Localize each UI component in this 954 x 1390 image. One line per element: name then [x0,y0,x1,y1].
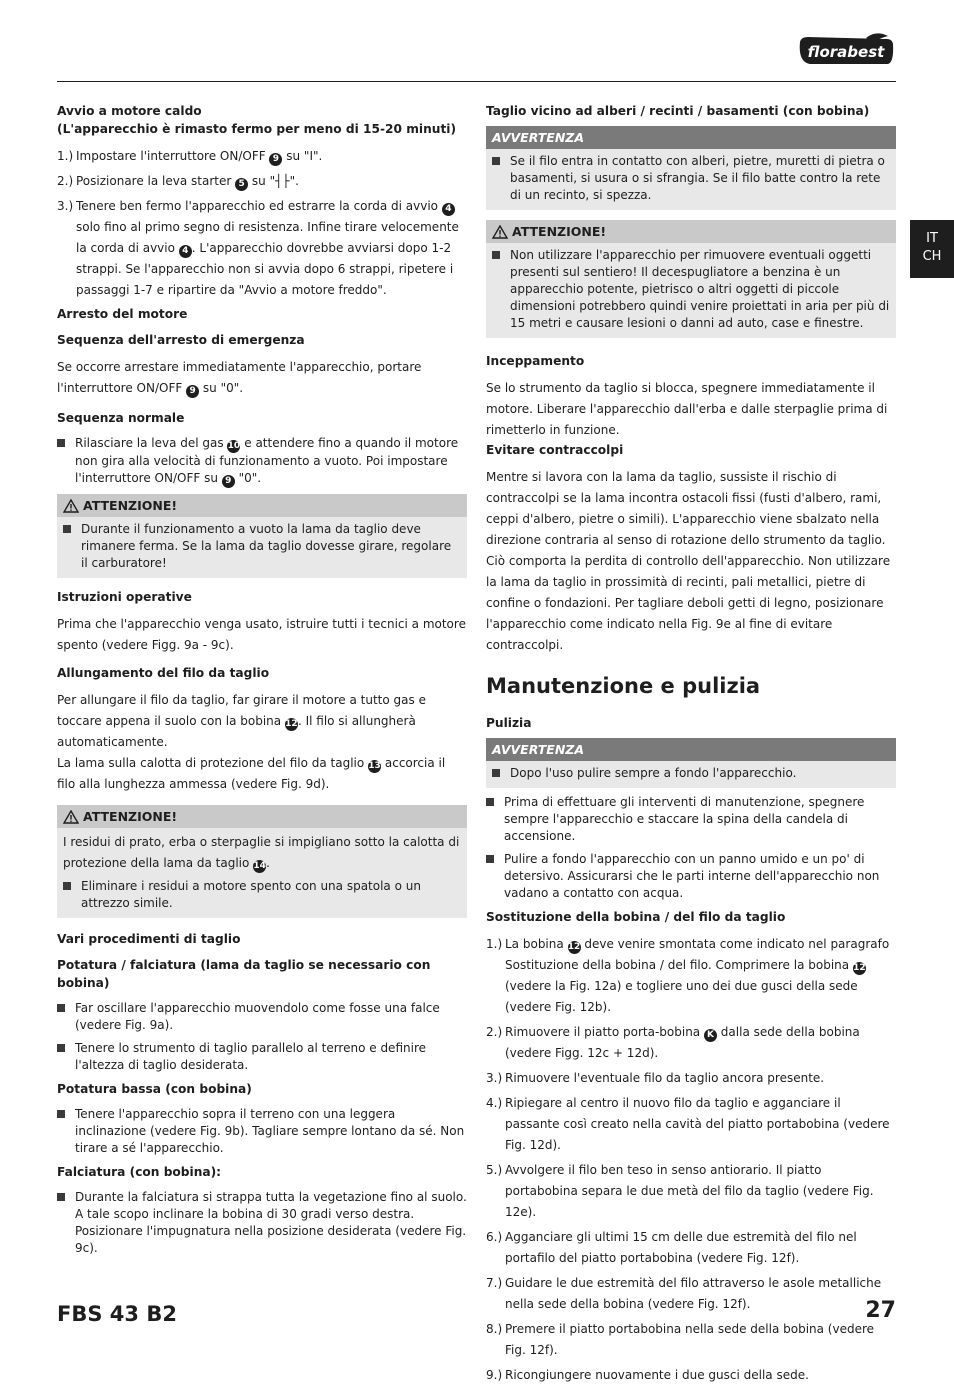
spool-replacement-steps [486,934,896,1386]
list-item: Durante la falciatura si strappa tutta la vegetazione fino al suolo. A tale scopo inclinare la bobina di 30 gradi verso destra. Posizionare l'impugnatura nella posizione desiderata (vedere Fig. 9c). [57,1189,467,1257]
attention-text: I residui di prato, erba o sterpaglie si impigliano sotto la calotta di protezione della lama da taglio 14. [63,835,460,871]
ref-circle: 5 [235,178,248,191]
list-item: 7.) Guidare le due estremità del filo attraverso le asole metalliche nella sede della bobina (vedere Fig. 12f). [486,1276,882,1311]
list-item: Pulire a fondo l'apparecchio con un panno umido e un po' di detersivo. Assicurarsi che le parti interne dell'apparecchio non vadano a contatto con acqua. [486,851,896,902]
list-item: Far oscillare l'apparecchio muovendolo come fosse una falce (vedere Fig. 9a). [57,1000,467,1034]
instructions-paragraph: Prima che l'apparecchio venga usato, istruire tutti i tecnici a motore spento (vedere Figg. 9a - 9c). [57,617,466,652]
list-item: 2.) Posizionare la leva starter 5 su "┤├". [57,174,299,189]
warning-box [486,738,896,788]
line-extension-heading: Allungamento del filo da taglio [57,666,270,680]
list-item: 1.) Impostare l'interruttore ON/OFF 9 su "I". [57,149,323,164]
lang-ch: CH [922,249,942,264]
page-number: 27 [865,1298,896,1323]
normal-heading: Sequenza normale [57,411,185,425]
attention-box [486,220,896,338]
kickback-heading: Evitare contraccolpi [486,443,624,457]
low-trimming-heading: Potatura bassa (con bobina) [57,1082,252,1096]
ref-circle: 12 [853,963,866,973]
list-item: 6.) Agganciare gli ultimi 15 cm delle due estremità del filo nel portafilo del piatto portabobina (vedere Fig. 12f). [486,1230,857,1265]
attention-box [57,805,467,918]
warning-icon [63,499,79,513]
warm-start-subheading: (L'apparecchio è rimasto fermo per meno di 15-20 minuti) [57,122,457,136]
maintenance-title: Manutenzione e pulizia [486,674,761,698]
warning-box [486,126,896,210]
list-item: 5.) Avvolgere il filo ben teso in senso antiorario. Il piatto portabobina separa le due metà del filo da taglio (vedere Fig. 12e). [486,1163,874,1219]
warning-header: AVVERTENZA [486,126,896,149]
footer-model: FBS 43 B2 [57,1302,177,1326]
list-item: 3.) Tenere ben fermo l'apparecchio ed estrarre la corda di avvio 4 solo fino al primo segno di resistenza. Infine tirare velocemente la corda di avvio 4 . L'apparecchio dovrebbe avviarsi dopo 1-2 strappi. Se l'apparecchio non si avvia dopo 6 strappi, ripetere i passaggi 1-7 e ripartire da "Avvio a motore freddo". [57,199,459,297]
left-column [57,102,467,1263]
line-extension-paragraph-2: La lama sulla calotta di protezione del filo da taglio 13 accorcia il filo alla lunghezza ammessa (vedere Fig. 9d). [57,756,446,791]
list-item: Durante il funzionamento a vuoto la lama da taglio deve rimanere ferma. Se la lama da taglio dovesse girare, regolare il carburatore! [63,521,461,572]
attention-header: ATTENZIONE! [57,805,467,828]
spool-replacement-heading: Sostituzione della bobina / del filo da taglio [486,910,786,924]
list-item: 2.) Rimuovere il piatto porta-bobina K dalla sede della bobina (vedere Figg. 12c + 12d). [486,1025,860,1060]
list-item: 9.) Ricongiungere nuovamente i due gusci della sede. [486,1368,809,1382]
list-item: 1.) La bobina 12 deve venire smontata come indicato nel paragrafo Sostituzione della bobina / del filo. Comprimere la bobina 12 (vedere la Fig. 12a) e togliere uno dei due gusci della sede (vedere Fig. 12b). [486,937,890,1014]
language-tab [910,220,954,278]
attention-header: ATTENZIONE! [57,494,467,517]
low-trimming-list [57,1106,467,1157]
stop-heading: Arresto del motore [57,307,188,321]
ref-circle: K [704,1029,717,1042]
list-item: Rilasciare la leva del gas 10 e attendere fino a quando il motore non gira alla velocità di funzionamento a vuoto. Poi impostare l'interruttore ON/OFF su 9 "0". [57,435,467,488]
brand-text: florabest [807,43,885,61]
emergency-heading: Sequenza dell'arresto di emergenza [57,333,305,347]
warning-icon [492,225,508,239]
mowing-heading: Falciatura (con bobina): [57,1165,222,1179]
florabest-logo [796,32,896,68]
warm-start-heading: Avvio a motore caldo [57,104,202,118]
ref-circle: 9 [186,385,199,398]
emergency-paragraph: Se occorre arrestare immediatamente l'apparecchio, portare l'interruttore ON/OFF 9 su "0". [57,360,422,396]
warning-icon [63,810,79,824]
cleaning-list [486,794,896,902]
list-item: Tenere l'apparecchio sopra il terreno con una leggera inclinazione (vedere Fig. 9b). Tagliare sempre lontano da sé. Non tirare a sé l'apparecchio. [57,1106,467,1157]
mowing-list [57,1189,467,1257]
list-item: Eliminare i residui a motore spento con una spatola o un attrezzo simile. [63,878,461,912]
kickback-paragraph: Mentre si lavora con la lama da taglio, sussiste il rischio di contraccolpi se la lama incontra ostacoli fissi (fusti d'albero, rami, ceppi d'albero, pietre o simili). L'apparecchio viene sbalzato nella direzione contraria al senso di rotazione dello strumento da taglio. Ciò comporta la perdita di controllo dell'apparecchio. Non utilizzare la lama da taglio in prossimità di recinti, pali metallici, pietre di confine o fondazioni. Per tagliare deboli getti di legno, posizionare l'apparecchio come indicato nella Fig. 9e al fine di evitare contraccolpi. [486,470,891,652]
line-extension-paragraph-1: Per allungare il filo da taglio, far girare il motore a tutto gas e toccare appena il suolo con la bobina 12. Il filo si allungherà automaticamente. [57,693,426,749]
list-item: Tenere lo strumento di taglio parallelo al terreno e definire l'altezza di taglio desiderata. [57,1040,467,1074]
ref-circle: 10 [227,441,241,451]
cutting-near-heading: Taglio vicino ad alberi / recinti / basamenti (con bobina) [486,104,870,118]
trimming-list [57,1000,467,1074]
list-item: 8.) Premere il piatto portabobina nella sede della bobina (vedere Fig. 12f). [486,1322,875,1357]
ref-circle: 14 [253,861,266,871]
list-item: Dopo l'uso pulire sempre a fondo l'apparecchio. [492,765,890,782]
attention-box [57,494,467,578]
right-column [486,102,896,1390]
list-item: Prima di effettuare gli interventi di manutenzione, spegnere sempre l'apparecchio e staccare la spina della candela di accensione. [486,794,896,845]
list-item: Se il filo entra in contatto con alberi, pietre, muretti di pietra o basamenti, si usura o si sfrangia. Se il filo batte contro la rete di un recinto, si spezza. [492,153,890,204]
cleaning-heading: Pulizia [486,716,532,730]
jam-paragraph: Se lo strumento da taglio si blocca, spegnere immediatamente il motore. Liberare l'apparecchio dall'erba e dalle sterpaglie prima di rimetterlo in funzione. [486,381,888,437]
ref-circle: 13 [368,761,381,771]
trimming-heading: Potatura / falciatura (lama da taglio se necessario con bobina) [57,958,431,990]
instructions-heading: Istruzioni operative [57,590,192,604]
list-item: 4.) Ripiegare al centro il nuovo filo da taglio e agganciare il passante così creato nella cavità del piatto portabobina (vedere Fig. 12d). [486,1096,890,1152]
ref-circle: 12 [567,942,581,952]
list-item: Non utilizzare l'apparecchio per rimuovere eventuali oggetti presenti sul sentiero! Il decespugliatore a benzina è un apparecchio potente, pietrisco o altri oggetti di piccole dimensioni potrebbero quindi venire proiettati in aria per più di 15 metri e causare lesioni o danni ad auto, case e finestre. [492,247,890,332]
ref-circle: 12 [285,719,298,729]
header-rule [57,81,896,82]
ref-circle: 9 [269,153,282,166]
warning-header: AVVERTENZA [486,738,896,761]
normal-list [57,435,467,488]
ref-circle: 4 [179,245,192,258]
cutting-methods-heading: Vari procedimenti di taglio [57,932,241,946]
ref-circle: 9 [222,475,235,488]
ref-circle: 4 [442,203,455,216]
lang-it: IT [926,231,938,246]
warm-start-steps [57,146,467,301]
list-item: 3.) Rimuovere l'eventuale filo da taglio ancora presente. [486,1071,825,1085]
jam-heading: Inceppamento [486,354,585,368]
attention-header: ATTENZIONE! [486,220,896,243]
